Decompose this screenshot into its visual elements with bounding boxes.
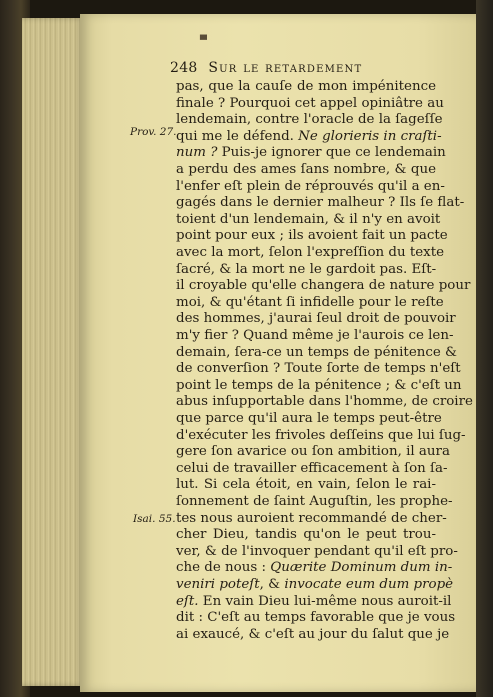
text-line: avec la mort, ſelon l'expreſſion du texte — [176, 245, 445, 260]
text-line: d'exécuter les frivoles deſſeins que lui ſug- — [176, 427, 466, 443]
text-line: toient d'un lendemain, & il n'y en avoit — [176, 211, 441, 227]
text-line: il croyable qu'elle changera de nature pour — [176, 278, 471, 294]
text-line: abus inſupportable dans l'homme, de croire — [176, 394, 473, 410]
text-line: lendemain, contre l'oracle de la ſageſſe — [176, 112, 443, 128]
page-number: 248 — [170, 60, 198, 76]
text-line: num ? Puis-je ignorer que ce lendemain — [176, 145, 446, 161]
text-line: que parce qu'il aura le temps peut-être — [176, 411, 442, 426]
text-line: l'enfer eſt plein de réprouvés qu'il a en- — [176, 178, 445, 194]
margin-note-isai: Isai. 55. — [133, 513, 176, 525]
running-title: Sur le retardement — [208, 60, 363, 76]
page-edges — [22, 18, 84, 686]
body-text — [176, 78, 473, 642]
text-line: ver, & de l'invoquer pendant qu'il eſt pro- — [176, 543, 458, 559]
text-line: dit : C'eſt au temps favorable que je vous — [176, 610, 456, 626]
text-line: m'y fier ? Quand même je l'aurois ce len- — [176, 328, 454, 343]
text-line: eſt. En vain Dieu lui-même nous auroit-il — [176, 593, 452, 609]
text-line: ſonnement de ſaint Auguſtin, les prophe- — [176, 494, 453, 509]
text-line: pas, que la cauſe de mon impénitence — [176, 79, 436, 94]
text-line: a perdu des ames ſans nombre, & que — [176, 162, 436, 177]
text-line: gere ſon avarice ou ſon ambition, il aura — [176, 444, 450, 460]
text-line: tes nous auroient recommandé de cher- — [176, 510, 447, 526]
text-line: point pour eux ; ils avoient fait un pacte — [176, 228, 448, 244]
text-line: che de nous : Quærite Dominum dum in- — [176, 560, 453, 576]
text-line: ai exaucé, & c'eſt au jour du ſalut que je — [176, 626, 450, 642]
text-line: point le temps de la pénitence ; & c'eſt un — [176, 377, 462, 393]
book-right-edge — [476, 0, 493, 697]
text-line: qui me le défend. Ne glorieris in craſti- — [176, 128, 442, 144]
page-speck: ▀ — [200, 36, 207, 46]
text-line: celui de travailler efficacement à ſon ſa- — [176, 460, 448, 476]
margin-note-prov: Prov. 27. — [130, 126, 177, 138]
text-line: lut. Si cela étoit, en vain, ſelon le rai- — [176, 477, 436, 493]
running-header — [170, 60, 430, 80]
text-line: veniri poteſt, & invocate eum dum propè — [176, 577, 454, 592]
text-line: de converſion ? Toute ſorte de temps n'eſt — [176, 361, 461, 377]
text-line: gagés dans le dernier malheur ? Ils ſe flat- — [176, 195, 465, 211]
text-line: des hommes, j'aurai ſeul droit de pouvoir — [176, 311, 456, 327]
text-line: ſacré, & la mort ne le gardoit pas. Eſt- — [176, 261, 437, 277]
text-line: cher Dieu, tandis qu'on le peut trou- — [176, 527, 436, 543]
text-line: finale ? Pourquoi cet appel opiniâtre au — [176, 95, 444, 111]
text-line: moi, & qu'étant ſi infidelle pour le reſte — [176, 294, 444, 310]
text-line: demain, ſera-ce un temps de pénitence & — [176, 344, 457, 360]
